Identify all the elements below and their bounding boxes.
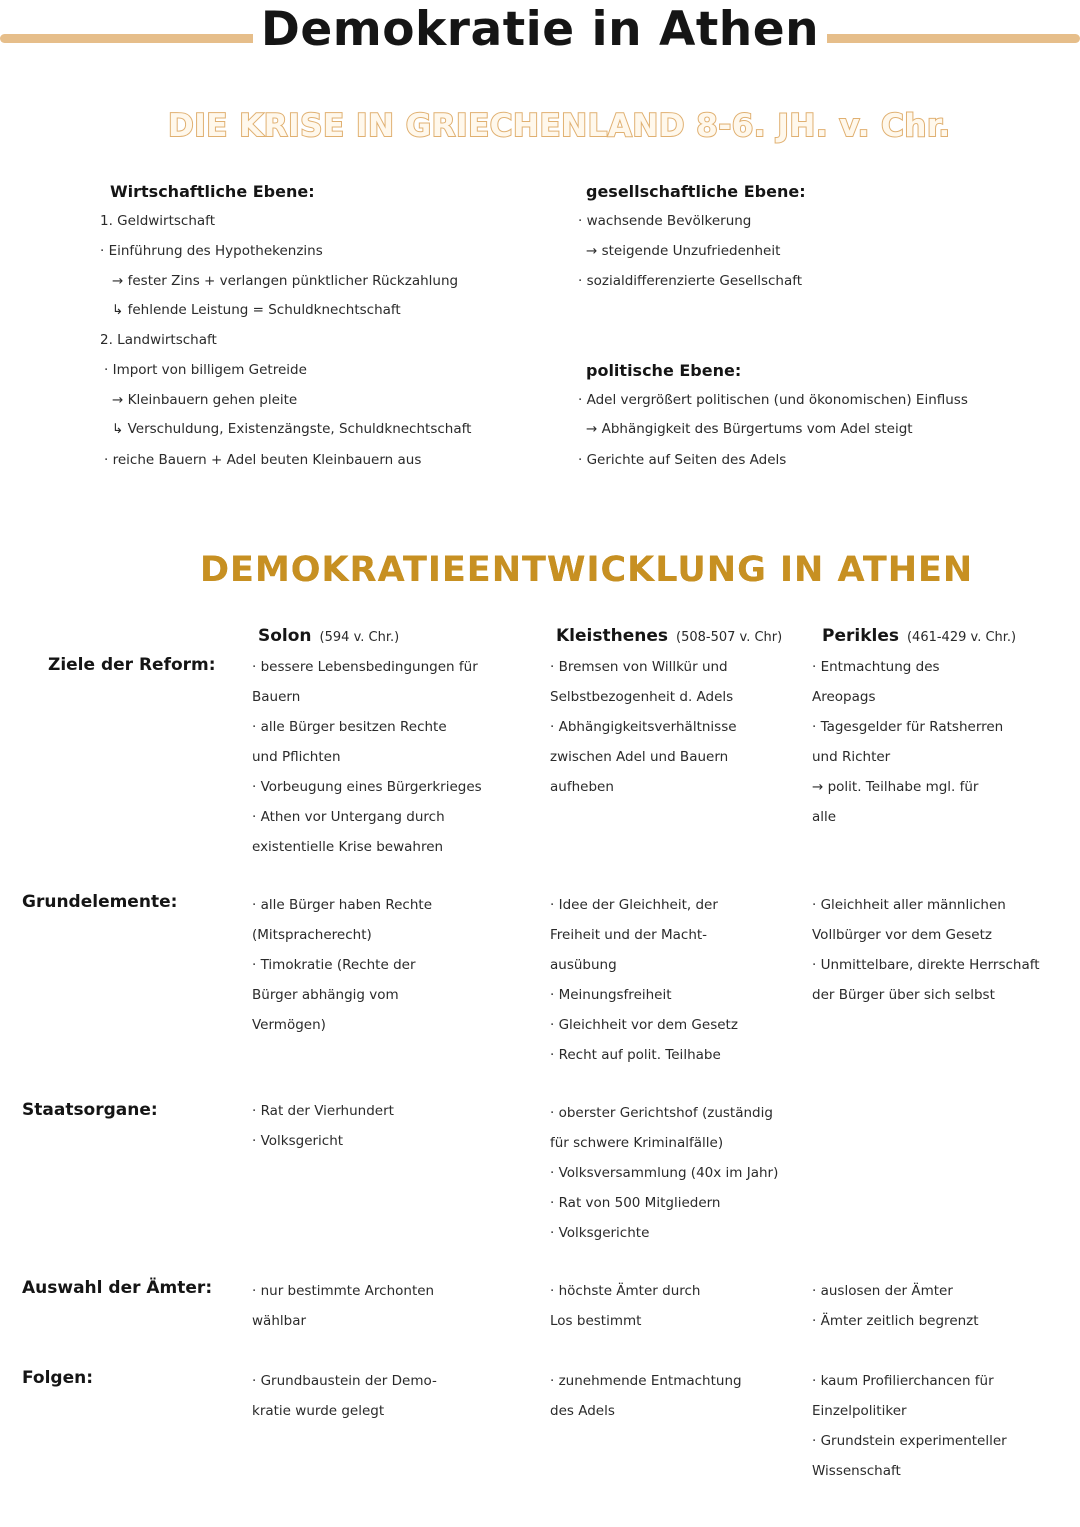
cell-line: · Grundbaustein der Demo-	[252, 1373, 437, 1389]
cell-line: und Richter	[812, 749, 891, 765]
list-item: · Import von billigem Getreide	[104, 362, 307, 378]
list-item: · sozialdifferenzierte Gesellschaft	[578, 273, 803, 289]
cell-line: · Rat der Vierhundert	[252, 1103, 394, 1119]
row-label-staatsorgane: Staatsorgane:	[22, 1100, 158, 1120]
cell-line: · Idee der Gleichheit, der	[550, 897, 718, 913]
cell-line: · höchste Ämter durch	[550, 1283, 701, 1299]
cell-line: Bürger abhängig vom	[252, 987, 399, 1003]
cell-line: Bauern	[252, 689, 301, 705]
cell-line: · nur bestimmte Archonten	[252, 1283, 435, 1299]
list-item: 1. Geldwirtschaft	[100, 213, 215, 229]
person-kleisthenes: Kleisthenes (508-507 v. Chr)	[556, 626, 783, 646]
cell-line: · Volksversammlung (40x im Jahr)	[550, 1165, 779, 1181]
list-item: · Adel vergrößert politischen (und ökonomischen) Einfluss	[578, 392, 968, 408]
cell-line: · oberster Gerichtshof (zuständig	[550, 1105, 773, 1121]
entwicklung-heading: DEMOKRATIEENTWICKLUNG IN ATHEN	[200, 550, 974, 590]
list-item: → Kleinbauern gehen pleite	[112, 392, 298, 408]
cell-line: · Gleichheit aller männlichen	[812, 897, 1006, 913]
cell-line: · bessere Lebensbedingungen für	[252, 659, 478, 675]
cell-line: wählbar	[252, 1313, 307, 1329]
cell-ziele-perikles	[812, 652, 1003, 832]
cell-line: (Mitspracherecht)	[252, 927, 372, 943]
list-item: → fester Zins + verlangen pünktlicher Rückzahlung	[112, 273, 459, 289]
cell-auswahl-kleisthenes	[550, 1276, 700, 1336]
cell-line: · Ämter zeitlich begrenzt	[812, 1313, 979, 1329]
cell-folgen-solon	[252, 1366, 437, 1426]
cell-line: der Bürger über sich selbst	[812, 987, 995, 1003]
cell-line: aufheben	[550, 779, 614, 795]
cell-line: · Abhängigkeitsverhältnisse	[550, 719, 737, 735]
cell-line: · auslosen der Ämter	[812, 1283, 953, 1299]
cell-line: → polit. Teilhabe mgl. für	[812, 779, 979, 795]
list-item: ↳ Verschuldung, Existenzängste, Schuldknechtschaft	[112, 421, 472, 437]
cell-line: des Adels	[550, 1403, 615, 1419]
cell-line: · Grundstein experimenteller	[812, 1433, 1007, 1449]
cell-line: · Volksgerichte	[550, 1225, 650, 1241]
cell-line: ausübung	[550, 957, 617, 973]
person-solon: Solon (594 v. Chr.)	[258, 626, 400, 646]
cell-staatsorgane-kleisthenes	[550, 1098, 778, 1248]
person-perikles: Perikles (461-429 v. Chr.)	[822, 626, 1017, 646]
cell-staatsorgane-solon	[252, 1096, 394, 1156]
list-item: · Gerichte auf Seiten des Adels	[578, 452, 787, 468]
cell-line: · Timokratie (Rechte der	[252, 957, 416, 973]
cell-line: · Bremsen von Willkür und	[550, 659, 728, 675]
cell-line: · Volksgericht	[252, 1133, 344, 1149]
wirtschaft-title: Wirtschaftliche Ebene:	[110, 182, 315, 201]
cell-line: · Tagesgelder für Ratsherren	[812, 719, 1004, 735]
cell-line: · Meinungsfreiheit	[550, 987, 672, 1003]
page-title: Demokratie in Athen	[0, 2, 1080, 57]
cell-line: Vermögen)	[252, 1017, 326, 1033]
cell-line: alle	[812, 809, 837, 825]
cell-line: Freiheit und der Macht-	[550, 927, 708, 943]
cell-line: · Athen vor Untergang durch	[252, 809, 445, 825]
cell-line: Einzelpolitiker	[812, 1403, 907, 1419]
cell-line: · alle Bürger haben Rechte	[252, 897, 433, 913]
cell-folgen-kleisthenes	[550, 1366, 742, 1426]
cell-line: kratie wurde gelegt	[252, 1403, 385, 1419]
cell-line: Selbstbezogenheit d. Adels	[550, 689, 734, 705]
cell-line: · Gleichheit vor dem Gesetz	[550, 1017, 738, 1033]
cell-line: Vollbürger vor dem Gesetz	[812, 927, 992, 943]
list-item: · reiche Bauern + Adel beuten Kleinbauern aus	[104, 452, 422, 468]
cell-line: · Recht auf polit. Teilhabe	[550, 1047, 721, 1063]
row-label-grundelemente: Grundelemente:	[22, 892, 178, 912]
cell-auswahl-perikles	[812, 1276, 979, 1336]
cell-line: Wissenschaft	[812, 1463, 901, 1479]
cell-line: und Pflichten	[252, 749, 341, 765]
list-item: → steigende Unzufriedenheit	[586, 243, 781, 259]
cell-line: · Vorbeugung eines Bürgerkrieges	[252, 779, 482, 795]
cell-grundelemente-kleisthenes	[550, 890, 738, 1070]
cell-line: · alle Bürger besitzen Rechte	[252, 719, 447, 735]
cell-line: zwischen Adel und Bauern	[550, 749, 729, 765]
cell-line: Los bestimmt	[550, 1313, 642, 1329]
cell-folgen-perikles	[812, 1366, 1007, 1486]
cell-line: · Unmittelbare, direkte Herrschaft	[812, 957, 1040, 973]
cell-line: für schwere Kriminalfälle)	[550, 1135, 724, 1151]
row-label-folgen: Folgen:	[22, 1368, 94, 1388]
cell-line: Areopags	[812, 689, 876, 705]
cell-grundelemente-solon	[252, 890, 432, 1040]
row-label-auswahl: Auswahl der Ämter:	[22, 1278, 213, 1298]
list-item: · wachsende Bevölkerung	[578, 213, 752, 229]
cell-ziele-solon	[252, 652, 482, 862]
gesellschaft-title: gesellschaftliche Ebene:	[586, 182, 806, 201]
row-label-ziele: Ziele der Reform:	[48, 655, 216, 675]
list-item: → Abhängigkeit des Bürgertums vom Adel steigt	[586, 421, 913, 437]
cell-line: existentielle Krise bewahren	[252, 839, 444, 855]
cell-line: · zunehmende Entmachtung	[550, 1373, 742, 1389]
list-item: 2. Landwirtschaft	[100, 332, 217, 348]
politik-title: politische Ebene:	[586, 361, 742, 380]
cell-auswahl-solon	[252, 1276, 434, 1336]
cell-ziele-kleisthenes	[550, 652, 737, 802]
cell-grundelemente-perikles	[812, 890, 1040, 1010]
krise-heading: DIE KRISE IN GRIECHENLAND 8-6. JH. v. Chr.	[168, 108, 951, 144]
cell-line: · Entmachtung des	[812, 659, 940, 675]
list-item: ↳ fehlende Leistung = Schuldknechtschaft	[112, 302, 401, 318]
list-item: · Einführung des Hypothekenzins	[100, 243, 323, 259]
cell-line: · kaum Profilierchancen für	[812, 1373, 994, 1389]
cell-line: · Rat von 500 Mitgliedern	[550, 1195, 721, 1211]
